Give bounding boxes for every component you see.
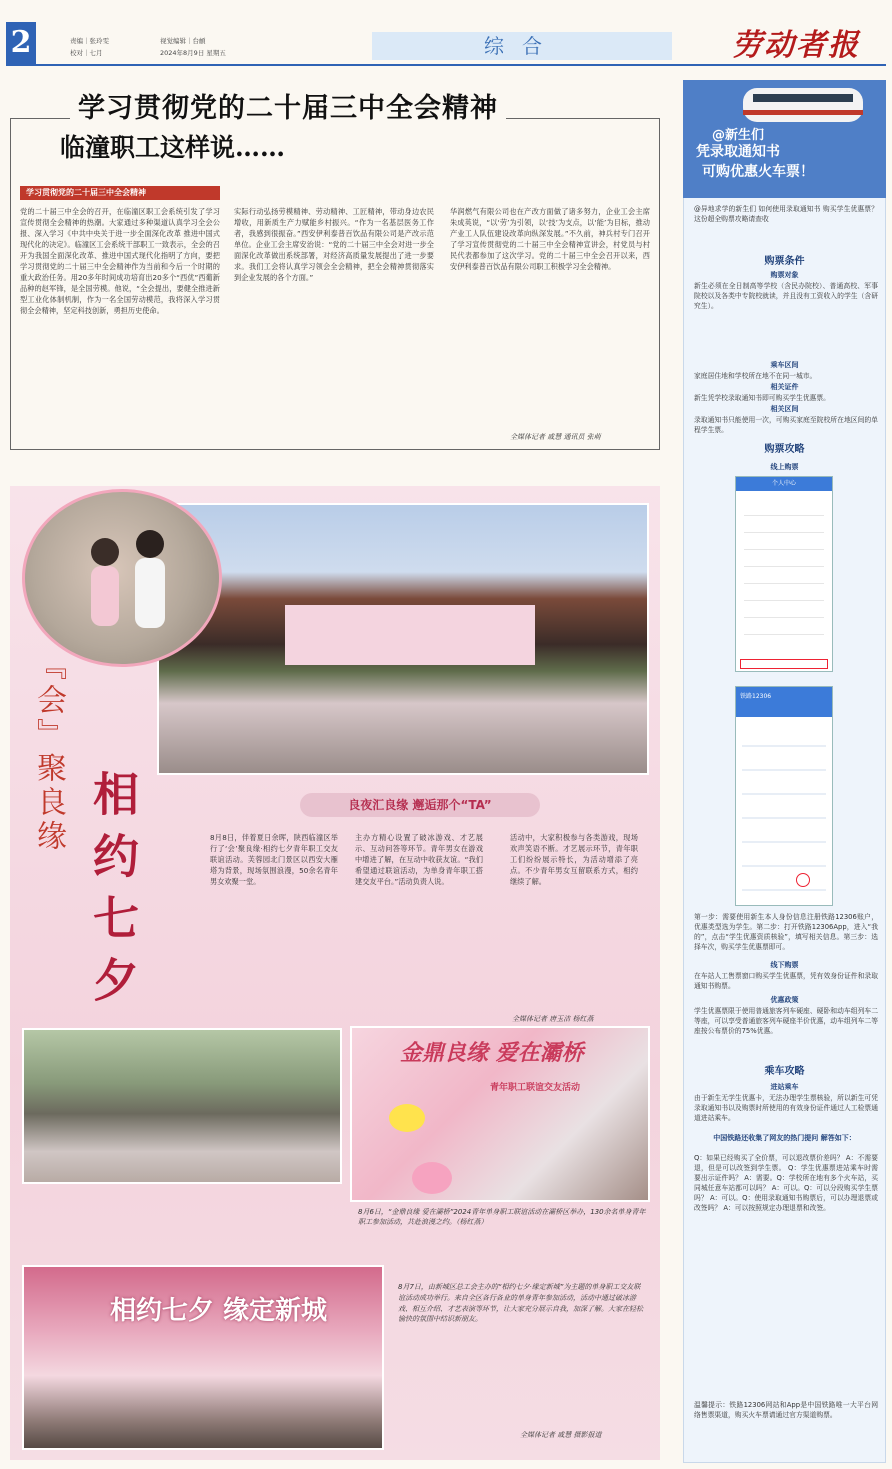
sidebar-sub-interval: 相关区间 — [770, 405, 799, 413]
sidebar-text-enter: 由于新生无学生优惠卡，无法办理学生票核验，所以新生可凭录取通知书以及购票时所使用的有效身份证件通过人工检票通道进站乘车。 — [694, 1094, 878, 1122]
sidebar-text-target: 新生必须在全日制高等学校（含民办院校）、普通高校、军事院校以及各类中专院校就读，并且没有工资收入的学生（含研究生）。 — [694, 282, 878, 310]
sidebar-title-line2: 可购优惠火车票！ — [702, 164, 814, 180]
article-tag: 学习贯彻党的二十届三中全会精神 — [20, 186, 220, 200]
sidebar-text-docs: 新生凭学校录取通知书即可购买学生优惠票。 — [694, 394, 830, 402]
sidebar-title-prefix: @新生们 — [712, 128, 765, 143]
article-column-3: 华润燃气有限公司也在产改方面做了诸多努力，企业工会主席朱成英说，“以‘劳’为引领，以‘技’为支点，以‘能’为目标，推动产业工人队伍建设改革向纵深发展。”不久前，神兵村专门召开了学习宣传贯彻党的二十届三中全会精神宣讲会，村党员与村民代表都参加了这次学习。党的二十届三中全会召开以来，西安伊利泰普百饮品有限公司职工积极学习全会精神。 — [450, 207, 650, 271]
sidebar-sub-docs: 相关证件 — [770, 383, 799, 391]
sidebar-sub-target: 购票对象 — [770, 271, 799, 279]
sidebar-section-conditions: 购票条件 — [764, 256, 805, 267]
feature-title-vertical-1: 『会』聚良缘 — [31, 650, 66, 854]
sidebar-text-policy: 学生优惠票限于使用普通旅客列车硬座、硬卧和动车组列车二等座，可以享受普通旅客列车硬座半价优惠，动车组列车二等座按公布票价的75%优惠。 — [694, 1007, 878, 1035]
highlight-box — [740, 659, 828, 669]
article-byline: 全媒体记者 戚慧 通讯员 张萌 — [510, 433, 601, 441]
visual-editor: 视觉编辑｜台頔 — [160, 37, 206, 45]
article-headline: 学习贯彻党的二十届三中全会精神 — [70, 86, 506, 125]
newspaper-logo: 劳动者报 — [732, 28, 860, 63]
section-title: 综合 — [372, 32, 672, 60]
sidebar-sub-offline: 线下购票 — [770, 961, 799, 969]
sidebar-section-ride: 乘车攻略 — [764, 1066, 805, 1077]
photo-c-banner-sub: 青年职工联谊交友活动 — [490, 1083, 581, 1093]
photo-d-banner-title: 相约七夕 缘定新城 — [110, 1296, 328, 1326]
page-number: 2 — [6, 22, 36, 64]
sidebar-text-interval: 录取通知书只能使用一次，可购买家庭至院校所在地区间的单程学生票。 — [694, 416, 878, 434]
highlight-circle — [796, 873, 810, 887]
article-column-1: 党的二十届三中全会的召开，在临潼区职工会系统引发了学习宣传贯彻全会精神的热潮。大家通过多种渠道认真学习全会公报、深入学习《中共中央关于进一步全面深化改革 推进中国式现代化的决定》。临潼区工会系统干部职工一致表示，全会的召开为我国全面深化改革、推进中国式现代化指明了方向，要把学习贯彻党的二十届三中全会精神作为当前和今后一个时期的重大政治任务。用20多年时间成功培育出20多个“西优”西葡新品种的赵军锋，是全国劳模。他说，“全会提出，要健全推进新型工业化体制机制，作为一名全国劳动模范，我将深入学习贯彻全会精神，坚定科技创新，勇担历史使命。 — [20, 207, 220, 315]
sidebar-text-range: 家庭居住地和学校所在地不在同一城市。 — [694, 372, 817, 380]
photo-c-banner-title: 金鼎良缘 爱在灞桥 — [400, 1040, 584, 1066]
sidebar-tip: 温馨提示：铁路12306网站和App是中国铁路唯一大平台网络售票渠道，购买火车票请通过官方渠道购票。 — [694, 1401, 878, 1419]
editor-line1: 责编｜张玲雯 — [70, 37, 109, 45]
sidebar-sub-range: 乘车区间 — [770, 361, 799, 369]
sidebar-sub-faq: 中国铁路还收集了网友的热门提问 解答如下： — [713, 1134, 856, 1142]
sidebar-section-buy: 购票攻略 — [764, 444, 805, 455]
feature-title-vertical-2: 相约七夕 — [86, 770, 140, 1018]
editor-line2: 校对｜七月 — [70, 49, 103, 57]
photo-c-caption: 8月6日，“金鼎良缘 爱在灞桥”2024青年单身职工联谊活动在灞桥区举办，130余名单身青年职工参加活动，共赴浪漫之约。（杨红燕） — [358, 1208, 646, 1226]
phone1-header: 个人中心 — [736, 477, 832, 491]
photo-d-byline: 全媒体记者 戚慧 摄影报道 — [520, 1431, 602, 1439]
photo-stage-backdrop — [285, 605, 535, 665]
host-figures — [25, 492, 219, 664]
sidebar-text-offline: 在车站人工售票窗口购买学生优惠票，凭有效身份证件和录取通知书购票。 — [694, 972, 878, 990]
sidebar-text-faq: Q：如果已经购买了全价票，可以退改票价差吗？ A：不需要退，但是可以改签到学生票。 Q：学生优惠票进站乘车时需要出示证件吗？ A：需要。Q：学校所在地有多个火车站，买同城任意车站都可以吗？ A：可以。Q：可以分段购买学生票吗？ A：可以。Q：使用录取通知书购票后，可以办理退票或改签吗？ A：可以按照规定办理退票和改签。 — [694, 1154, 878, 1212]
sidebar-sub-policy: 优惠政策 — [770, 996, 799, 1004]
feature-column-2: 主办方精心设置了破冰游戏、才艺展示、互动问答等环节。青年男女在游戏中增进了解，在互动中收获友谊。“我们希望通过联谊活动，为单身青年职工搭建交友平台。”活动负责人说。 — [355, 833, 483, 886]
sidebar-intro: @异地求学的新生们 如何使用录取通知书 购买学生优惠票？ 这份超全购票攻略请查收 — [694, 205, 878, 223]
phone2-header: 铁路12306 — [736, 687, 832, 717]
sidebar-text-online: 第一步：需要使用新生本人身份信息注册铁路12306账户，优惠类型选为学生。第二步：打开铁路12306App，进入“我的”，点击“学生优惠资质核验”，填写相关信息。第三步：选择车次，购买学生优惠票即可。 — [694, 913, 878, 951]
feature-ribbon: 良夜汇良缘 邂逅那个“TA” — [300, 793, 540, 817]
article-column-2: 实际行动弘扬劳模精神、劳动精神、工匠精神，带动身边农民增收，用新质生产力赋能乡村振兴。“作为一名基层医务工作者，我感到很振奋。”西安伊利泰普百饮品有限公司是产改示范单位。企业工会主席安治说：“党的二十届三中全会对进一步全面深化改革做出系统部署，对经济高质量发展提出了进一步要求。我们工会将认真学习领会全会精神，把全会精神贯彻落实到企业发展的各个方面。” — [234, 207, 434, 282]
feature-column-3: 活动中，大家积极参与各类游戏，现场欢声笑语不断。才艺展示环节，青年职工们纷纷展示特长，为活动增添了亮点。不少青年男女互留联系方式，相约继续了解。 — [510, 833, 638, 886]
sidebar-sub-enter: 进站乘车 — [770, 1083, 799, 1091]
photo-crowd-event — [22, 1028, 342, 1184]
photo-d-caption: 8月7日，由新城区总工会主办的“相约七夕·缘定新城”为主题的单身职工交友联谊活动成功举行。来自全区各行各业的单身青年参加活动，活动中通过破冰游戏、相互介绍、才艺表演等环节，让大家充分展示自我，加深了解。大家在轻松愉快的氛围中结识新朋友。 — [398, 1283, 643, 1324]
phone-screenshot-2 — [735, 686, 833, 906]
photo-hosts-circle — [22, 489, 222, 667]
sidebar-sub-online: 线上购票 — [770, 463, 799, 471]
article-subhead: 临潼职工这样说…… — [60, 133, 286, 162]
sidebar-title-line1: 凭录取通知书 — [696, 144, 780, 160]
issue-date: 2024年8月9日 星期五 — [160, 49, 226, 57]
feature-column-1: 8月8日，伴着夏日余晖，陕西临潼区举行了‘会’聚良缘·相约七夕青年职工交友联谊活动。芙蓉园北门景区以西安大雁塔为背景，现场氛围浪漫，50余名青年男女欢聚一堂。 — [210, 833, 338, 886]
phone-screenshot-1 — [735, 476, 833, 672]
feature-byline: 全媒体记者 唐玉洁 杨红燕 — [512, 1015, 594, 1023]
header-rule — [6, 64, 886, 66]
